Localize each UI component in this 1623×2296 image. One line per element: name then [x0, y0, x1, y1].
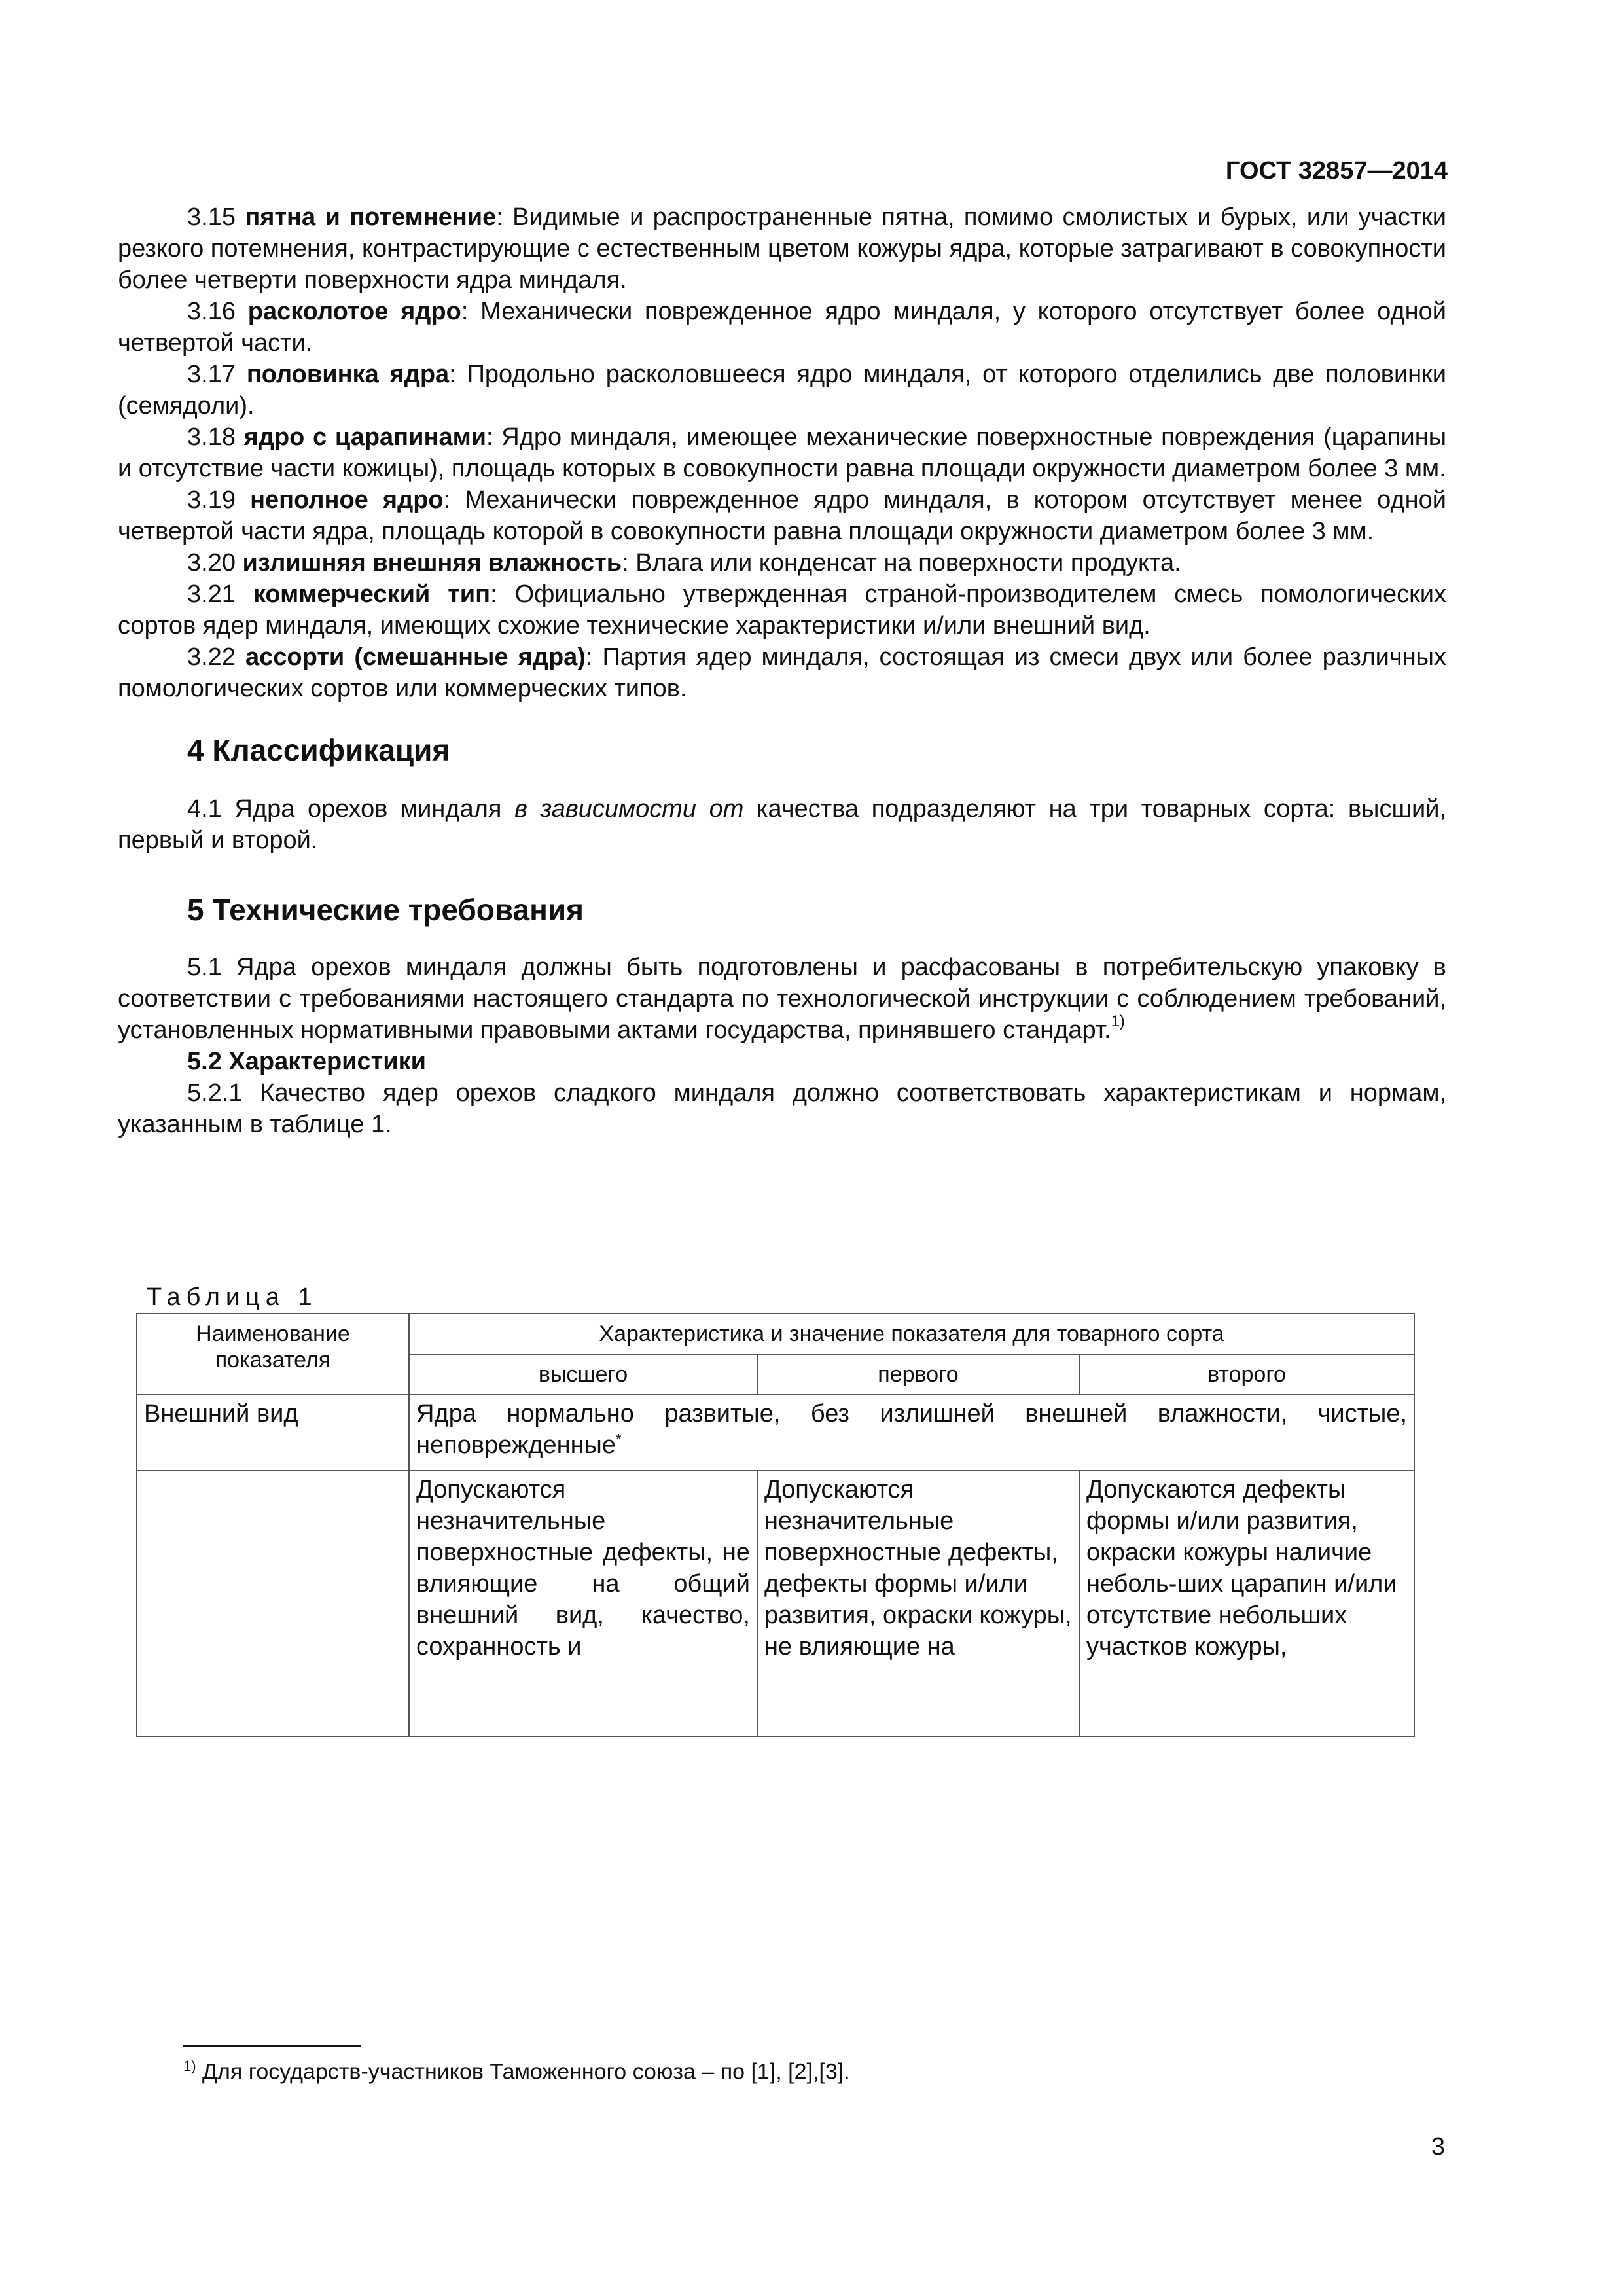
term-definition [118, 422, 1446, 484]
characteristics-table [136, 1313, 1415, 1737]
terms-list [118, 202, 1446, 704]
term-number: 3.22 [187, 643, 236, 671]
term-text: : Официально утвержденная страной-производителем смесь помологических сортов ядер миндаля, имеющих схожие технические характеристики и/или внешний вид. [118, 581, 1446, 639]
table-row [137, 1471, 1414, 1736]
paragraph-5-1: 5.1 Ядра орехов миндаля должны быть подготовлены и расфасованы в потребительскую упаковку в соответствии с требованиями настоящего стандарта по технологической инструкции с соблюдением требований, установленных нормативными правовыми актами государства, принявшего стандарт.$^{1)}$ [118, 954, 1446, 1044]
term-definition [118, 296, 1446, 359]
term-number: 3.20 [187, 549, 236, 577]
header-group-cell: Характеристика и значение показателя для товарного сорта [409, 1314, 1414, 1354]
term-name: ассорти (смешанные ядра) [245, 643, 586, 671]
value-cell-second: Допускаются дефекты формы и/или развития, окраски кожуры наличие неболь-ших царапин и/или отсутствие небольших участков кожуры, [1079, 1471, 1414, 1736]
footnote: $^{1)}$ Для государств-участников Таможенного союза – по [1], [2],[3]. [183, 2058, 850, 2085]
header-name-cell: Наименование показателя [137, 1314, 409, 1395]
term-definition [118, 579, 1446, 641]
page-number: 3 [1431, 2133, 1445, 2161]
header-grade-highest: высшего [409, 1354, 757, 1395]
term-text: : Механически поврежденное ядро миндаля, в котором отсутствует менее одной четвертой части ядра, площадь которой в совокупности равна площади окружности диаметром более 3 мм. [118, 486, 1446, 545]
term-text: : Влага или конденсат на поверхности продукта. [622, 549, 1181, 577]
row-name-cell [137, 1471, 409, 1736]
value-cell-first: Допускаются незначительные поверхностные дефекты, дефекты формы и/или развития, окраски кожуры, не влияющие на [757, 1471, 1079, 1736]
merged-value-cell: Ядра нормально развитые, без излишней внешней влажности, чистые, неповрежденные* [409, 1395, 1414, 1471]
subsection-5-2-title: 5.2 Характеристики [187, 1048, 427, 1075]
document-code: ГОСТ 32857—2014 [1225, 157, 1448, 185]
document-body [118, 202, 1446, 1140]
term-name: пятна и потемнение [245, 204, 497, 231]
term-number: 3.21 [187, 581, 236, 608]
term-text: : Продольно расколовшееся ядро миндаля, от которого отделились две половинки (семядоли). [118, 361, 1447, 420]
term-definition [118, 202, 1446, 296]
term-definition [118, 484, 1446, 547]
term-name: коммерческий тип [253, 581, 491, 608]
term-name: неполное ядро [250, 486, 444, 514]
term-text: : Ядро миндаля, имеющее механические поверхностные повреждения (царапины и отсутствие части кожицы), площадь которых в совокупности равна площади окружности диаметром более 3 мм. [118, 423, 1447, 482]
term-name: половинка ядра [246, 361, 450, 388]
footnote-separator [183, 2045, 361, 2047]
table-caption: Таблица 1 [147, 1283, 318, 1311]
term-name: ядро с царапинами [243, 423, 487, 451]
term-number: 3.19 [187, 486, 236, 514]
section-4-title: 4 Классификация [187, 733, 450, 767]
term-definition [118, 359, 1446, 422]
table-row [137, 1395, 1414, 1471]
header-grade-first: первого [757, 1354, 1079, 1395]
term-text: : Партия ядер миндаля, состоящая из смеси двух или более различных помологических сортов или коммерческих типов. [118, 643, 1446, 702]
term-number: 3.18 [187, 423, 236, 451]
term-text: : Видимые и распространенные пятна, помимо смолистых и бурых, или участки резкого потемнения, контрастирующие с естественным цветом кожуры ядра, которые затрагивают в совокупности более четверти поверхности ядра миндаля. [118, 204, 1446, 294]
section-5-title: 5 Технические требования [187, 893, 584, 927]
paragraph-5-2-1: 5.2.1 Качество ядер орехов сладкого миндаля должно соответствовать характеристикам и нормам, указанным в таблице 1. [118, 1079, 1446, 1138]
value-cell-highest: Допускаются незначительные поверхностные дефекты, не влияющие на общий внешний вид, качество, сохранность и [409, 1471, 757, 1736]
row-name-cell: Внешний вид [137, 1395, 409, 1471]
paragraph-4-1: 4.1 Ядра орехов миндаля в зависимости от качества подразделяют на три товарных сорта: высший, первый и второй. [118, 795, 1446, 854]
term-name: расколотое ядро [247, 298, 461, 325]
term-definition [118, 547, 1446, 579]
term-definition [118, 641, 1446, 704]
term-number: 3.17 [187, 361, 236, 388]
term-text: : Механически поврежденное ядро миндаля, у которого отсутствует более одной четвертой части. [118, 298, 1446, 357]
term-number: 3.15 [187, 204, 236, 231]
header-grade-second: второго [1079, 1354, 1414, 1395]
footnote-ref: 1) [1111, 1013, 1125, 1031]
table-header-row [137, 1314, 1414, 1354]
term-name: излишняя внешняя влажность [242, 549, 622, 577]
term-number: 3.16 [187, 298, 236, 325]
